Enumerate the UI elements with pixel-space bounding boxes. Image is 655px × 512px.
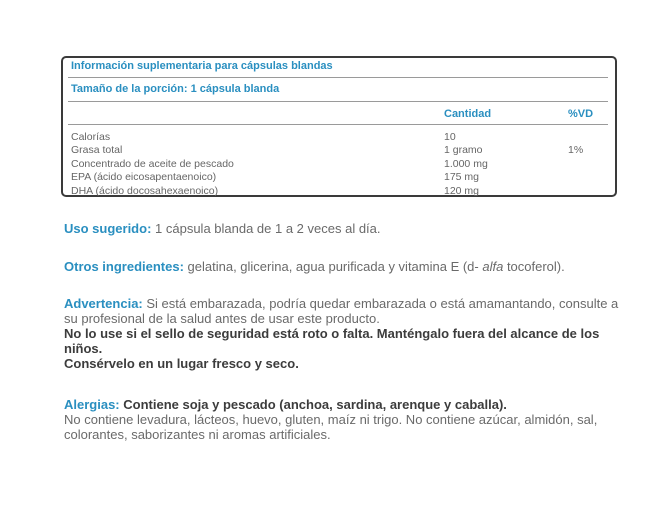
warning-bold-2: Consérvelo en un lugar fresco y seco.: [64, 356, 299, 371]
nutrient-amount: 10: [444, 131, 456, 143]
nutrient-row: [71, 185, 607, 198]
usage-label: Uso sugerido:: [64, 221, 152, 236]
usage-text: 1 cápsula blanda de 1 a 2 veces al día.: [151, 221, 381, 236]
nutrient-name: DHA (ácido docosahexaenoico): [71, 184, 219, 197]
nutrient-row: [71, 171, 607, 184]
divider: [68, 77, 608, 78]
ingredients-section: [64, 259, 624, 274]
nutrient-dv: 1%: [568, 144, 584, 157]
nutrient-amount: 175 mg: [444, 171, 480, 184]
warning-text: Si está embarazada, podría quedar embarazada o está amamantando, consulte a su profesional de la salud antes de usar este producto.: [64, 296, 619, 326]
allergies-bold: Contiene soja y pescado (anchoa, sardina, arenque y caballa).: [119, 397, 507, 412]
warning-bold-1: No lo use si el sello de seguridad está roto o falta. Manténgalo fuera del alcance de los niños.: [64, 326, 600, 356]
serving-size: Tamaño de la porción: 1 cápsula blanda: [71, 83, 280, 95]
warning-label: Advertencia:: [64, 296, 143, 311]
column-header-amount: Cantidad: [444, 108, 492, 120]
ingredients-text: gelatina, glicerina, agua purificada y vitamina E (d-: [183, 259, 483, 274]
nutrient-name: Calorías: [71, 131, 111, 143]
nutrient-amount: 1 gramo: [444, 144, 483, 157]
nutrient-row: [71, 158, 607, 171]
nutrient-rows: [71, 131, 607, 198]
nutrient-row: [71, 144, 607, 157]
nutrient-row: [71, 131, 607, 144]
nutrient-amount: 120 mg: [444, 184, 480, 197]
ingredients-text-end: tocoferol).: [503, 259, 565, 274]
usage-section: [64, 221, 624, 236]
ingredients-label: Otros ingredientes:: [64, 259, 184, 274]
nutrient-name: EPA (ácido eicosapentaenoico): [71, 171, 217, 184]
nutrient-name: Concentrado de aceite de pescado: [71, 157, 234, 170]
allergies-label: Alergias:: [64, 397, 120, 412]
nutrient-amount: 1.000 mg: [444, 157, 488, 170]
nutrient-name: Grasa total: [71, 144, 123, 157]
divider: [68, 124, 608, 125]
column-header-dv: %VD: [568, 108, 594, 120]
supplement-facts-panel: [61, 56, 617, 197]
allergies-section: [64, 397, 624, 442]
divider: [68, 101, 608, 102]
allergies-text: No contiene levadura, lácteos, huevo, gluten, maíz ni trigo. No contiene azúcar, almidón, sal, colorantes, saborizantes ni aromas artificiales.: [64, 412, 598, 442]
ingredients-italic: alfa: [482, 259, 504, 274]
panel-title: Información suplementaria para cápsulas blandas: [71, 60, 333, 72]
warning-section: [64, 296, 624, 371]
